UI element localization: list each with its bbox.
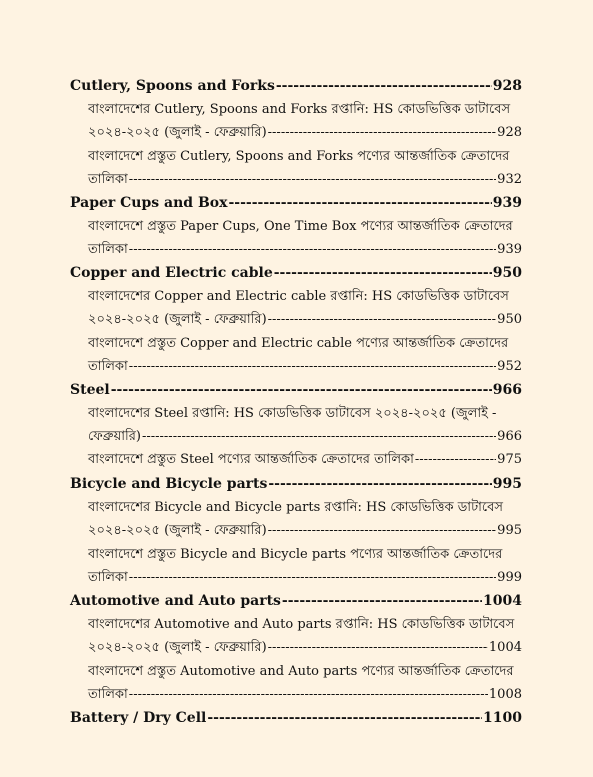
dot-leader — [274, 261, 492, 285]
entry-text-line: ২০২৪-২০২৫ (জুলাই - ফেব্রুয়ারি) — [88, 640, 267, 655]
section-title: Steel — [70, 382, 110, 398]
section-title: Bicycle and Bicycle parts — [70, 476, 268, 492]
dot-leader — [111, 378, 492, 402]
page-number: 975 — [497, 452, 522, 467]
page-number: 950 — [497, 312, 522, 327]
entry-text-line: তালিকা — [88, 687, 128, 702]
entry-text-line: বাংলাদেশে প্রস্তুত Paper Cups, One Time Box পণ্যের আন্তর্জাতিক ক্রেতাদের — [88, 219, 513, 234]
entry-text-line: বাংলাদেশে প্রস্তুত Automotive and Auto parts পণ্যের আন্তর্জাতিক ক্রেতাদের — [88, 664, 514, 679]
dot-leader — [142, 425, 496, 448]
dot-leader — [228, 191, 491, 215]
page-number: 939 — [492, 195, 522, 211]
page-number: 995 — [497, 523, 522, 538]
toc-sub-entry[interactable] — [88, 496, 522, 542]
dot-leader — [276, 74, 492, 98]
dot-leader — [268, 519, 497, 542]
toc-section-entry[interactable] — [70, 589, 522, 613]
table-of-contents — [70, 74, 522, 730]
toc-sub-entry[interactable] — [88, 145, 522, 191]
entry-text-line: বাংলাদেশের Steel রপ্তানি: HS কোডভিত্তিক ডাটাবেস ২০২৪-২০২৫ (জুলাই - — [88, 406, 497, 421]
dot-leader — [129, 168, 496, 191]
toc-sub-entry[interactable] — [88, 613, 522, 659]
page-number: 1004 — [483, 593, 522, 609]
dot-leader — [282, 589, 482, 613]
entry-text-line: ২০২৪-২০২৫ (জুলাই - ফেব্রুয়ারি) — [88, 312, 267, 327]
entry-text-line: বাংলাদেশের Cutlery, Spoons and Forks রপ্তানি: HS কোডভিত্তিক ডাটাবেস — [88, 102, 511, 117]
entry-text-line: বাংলাদেশের Copper and Electric cable রপ্তানি: HS কোডভিত্তিক ডাটাবেস — [88, 289, 509, 304]
entry-text-line: বাংলাদেশের Bicycle and Bicycle parts রপ্তানি: HS কোডভিত্তিক ডাটাবেস — [88, 500, 503, 515]
page-number: 995 — [492, 476, 522, 492]
page-number: 1008 — [488, 687, 522, 702]
toc-sub-entry[interactable] — [88, 448, 522, 472]
section-title: Copper and Electric cable — [70, 265, 273, 281]
dot-leader — [268, 308, 497, 331]
toc-sub-entry[interactable] — [88, 660, 522, 706]
entry-text-line: বাংলাদেশের Automotive and Auto parts রপ্তানি: HS কোডভিত্তিক ডাটাবেস — [88, 617, 515, 632]
entry-text-line: তালিকা — [88, 570, 128, 585]
toc-sub-entry[interactable] — [88, 332, 522, 378]
page-number: 928 — [492, 78, 522, 94]
dot-leader — [129, 238, 496, 261]
section-title: Cutlery, Spoons and Forks — [70, 78, 275, 94]
page-number: 939 — [497, 242, 522, 257]
dot-leader — [268, 121, 497, 144]
section-title: Paper Cups and Box — [70, 195, 228, 211]
entry-text-line: ২০২৪-২০২৫ (জুলাই - ফেব্রুয়ারি) — [88, 125, 267, 140]
dot-leader — [268, 472, 491, 496]
entry-text-line: তালিকা — [88, 172, 128, 187]
toc-section-entry[interactable] — [70, 74, 522, 98]
page-number: 999 — [497, 570, 522, 585]
entry-text-line: তালিকা — [88, 359, 128, 374]
toc-sub-entry[interactable] — [88, 285, 522, 331]
toc-sub-entry[interactable] — [88, 402, 522, 448]
page-number: 966 — [492, 382, 522, 398]
toc-section-entry[interactable] — [70, 191, 522, 215]
entry-text-line: বাংলাদেশে প্রস্তুত Cutlery, Spoons and Forks পণ্যের আন্তর্জাতিক ক্রেতাদের — [88, 149, 510, 164]
dot-leader — [129, 683, 488, 706]
page-number: 1004 — [488, 640, 522, 655]
dot-leader — [129, 355, 496, 378]
section-title: Battery / Dry Cell — [70, 710, 207, 726]
entry-text-line: ২০২৪-২০২৫ (জুলাই - ফেব্রুয়ারি) — [88, 523, 267, 538]
entry-text-line: ফেব্রুয়ারি) — [88, 429, 141, 444]
toc-section-entry[interactable] — [70, 472, 522, 496]
toc-sub-entry[interactable] — [88, 98, 522, 144]
dot-leader — [207, 706, 482, 730]
page-number: 952 — [497, 359, 522, 374]
entry-text-line: বাংলাদেশে প্রস্তুত Steel পণ্যের আন্তর্জাতিক ক্রেতাদের তালিকা — [88, 452, 414, 467]
dot-leader — [415, 448, 496, 472]
toc-section-entry[interactable] — [70, 261, 522, 285]
dot-leader — [268, 636, 488, 659]
page-number: 950 — [492, 265, 522, 281]
toc-sub-entry[interactable] — [88, 215, 522, 261]
toc-section-entry[interactable] — [70, 378, 522, 402]
page-number: 928 — [497, 125, 522, 140]
entry-text-line: বাংলাদেশে প্রস্তুত Copper and Electric cable পণ্যের আন্তর্জাতিক ক্রেতাদের — [88, 336, 509, 351]
page-number: 1100 — [483, 710, 522, 726]
dot-leader — [129, 566, 496, 589]
toc-section-entry[interactable] — [70, 706, 522, 730]
entry-text-line: তালিকা — [88, 242, 128, 257]
toc-sub-entry[interactable] — [88, 543, 522, 589]
page-number: 966 — [497, 429, 522, 444]
page-number: 932 — [497, 172, 522, 187]
entry-text-line: বাংলাদেশে প্রস্তুত Bicycle and Bicycle parts পণ্যের আন্তর্জাতিক ক্রেতাদের — [88, 547, 503, 562]
section-title: Automotive and Auto parts — [70, 593, 281, 609]
